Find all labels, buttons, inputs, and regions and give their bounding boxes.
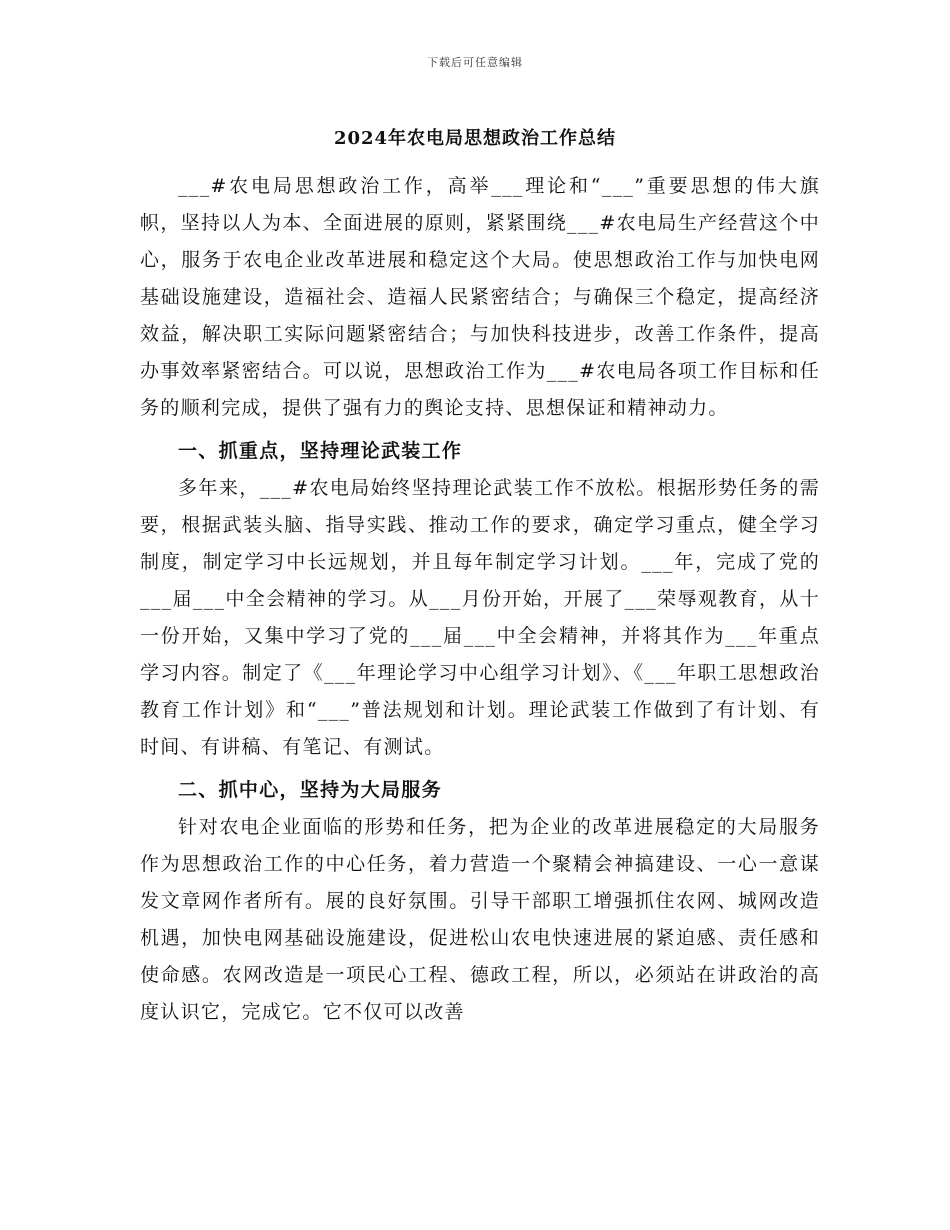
- document-body: [140, 168, 820, 1031]
- header-note: 下载后可任意编辑: [427, 56, 523, 69]
- paragraph-intro: ___#农电局思想政治工作，高举___理论和“___”重要思想的伟大旗帜，坚持以人为本、全面进展的原则，紧紧围绕___#农电局生产经营这个中心，服务于农电企业改革进展和稳定这个大局。使思想政治工作与加快电网基础设施建设，造福社会、造福人民紧密结合；与确保三个稳定，提高经济效益，解决职工实际问题紧密结合；与加快科技进步，改善工作条件，提高办事效率紧密结合。可以说，思想政治工作为___#农电局各项工作目标和任务的顺利完成，提供了强有力的舆论支持、思想保证和精神动力。: [140, 175, 820, 419]
- document-title: 2024年农电局思想政治工作总结: [333, 128, 617, 149]
- section-heading-1: 一、抓重点，坚持理论武装工作: [178, 440, 463, 462]
- paragraph-section-2: 针对农电企业面临的形势和任务，把为企业的改革进展稳定的大局服务作为思想政治工作的中心任务，着力营造一个聚精会神搞建设、一心一意谋发文章网作者所有。展的良好氛围。引导干部职工增强抓住农网、城网改造机遇，加快电网基础设施建设，促进松山农电快速进展的紧迫感、责任感和使命感。农网改造是一项民心工程、德政工程，所以，必须站在讲政治的高度认识它，完成它。它不仅可以改善: [140, 816, 820, 1023]
- section-heading-2: 二、抓中心，坚持为大局服务: [178, 779, 442, 801]
- paragraph-section-1: 多年来，___#农电局始终坚持理论武装工作不放松。根据形势任务的需要，根据武装头脑、指导实践、推动工作的要求，确定学习重点，健全学习制度，制定学习中长远规划，并且每年制定学习计划。___年，完成了党的___届___中全会精神的学习。从___月份开始，开展了___荣辱观教育，从十一份开始，又集中学习了党的___届___中全会精神，并将其作为___年重点学习内容。制定了《___年理论学习中心组学习计划》、《___年职工思想政治教育工作计划》和“___”普法规划和计划。理论武装工作做到了有计划、有时间、有讲稿、有笔记、有测试。: [140, 477, 820, 758]
